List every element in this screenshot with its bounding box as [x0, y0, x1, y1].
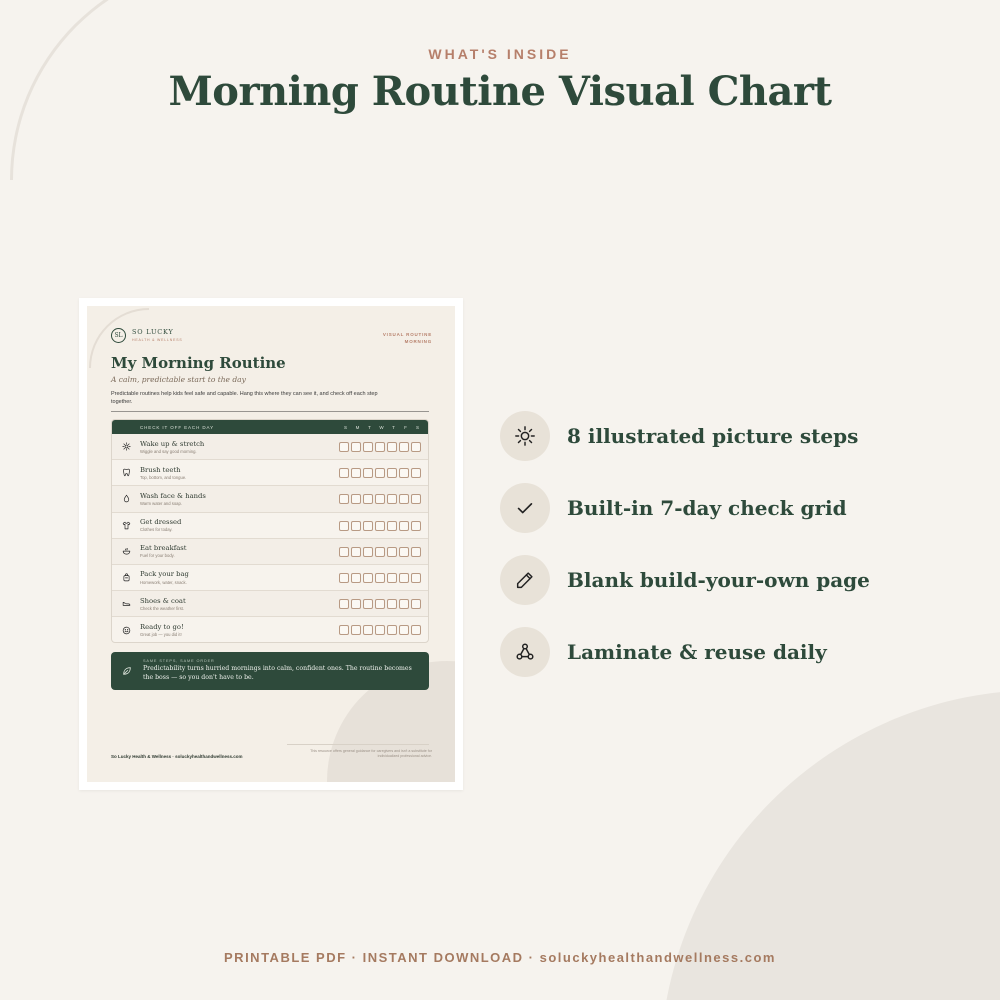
day-check-grid: [339, 625, 421, 635]
day-check-grid: [339, 468, 421, 478]
feature-label: Built-in 7-day check grid: [567, 496, 847, 520]
backpack-icon: [112, 573, 140, 582]
table-row: [112, 591, 428, 617]
day-checkbox[interactable]: [411, 468, 421, 478]
day-checkbox[interactable]: [375, 547, 385, 557]
routine-step-title: Get dressed: [140, 518, 182, 527]
routine-step-description: Warm water and soap.: [140, 501, 182, 507]
day-checkbox[interactable]: [399, 547, 409, 557]
feature-label: Blank build-your-own page: [567, 568, 870, 592]
day-checkbox[interactable]: [375, 494, 385, 504]
bowl-icon: [112, 547, 140, 556]
table-row: [112, 539, 428, 565]
day-checkbox[interactable]: [411, 442, 421, 452]
document-footer-disclaimer: This resource offers general guidance for caregivers and isn't a substitute for individualized professional advice.: [310, 749, 432, 759]
routine-step-title: Pack your bag: [140, 570, 189, 579]
day-checkbox[interactable]: [339, 625, 349, 635]
day-checkbox[interactable]: [363, 521, 373, 531]
recycle-icon: [500, 627, 550, 677]
day-check-grid: [339, 442, 421, 452]
document-tag-line-2: MORNING: [404, 339, 432, 345]
day-letter: M: [355, 424, 361, 430]
day-checkbox[interactable]: [375, 442, 385, 452]
day-checkbox[interactable]: [351, 599, 361, 609]
day-checkbox[interactable]: [339, 573, 349, 583]
feature-label: 8 illustrated picture steps: [567, 424, 859, 448]
section-eyebrow: WHAT'S INSIDE: [428, 46, 572, 62]
day-letter: S: [416, 424, 420, 430]
day-checkbox[interactable]: [399, 468, 409, 478]
routine-step-title: Brush teeth: [140, 465, 181, 474]
tooth-icon: [112, 468, 140, 477]
shirt-icon: [112, 521, 140, 530]
day-checkbox[interactable]: [387, 573, 397, 583]
routine-step-description: Homework, water, snack.: [140, 579, 187, 585]
day-checkbox[interactable]: [351, 625, 361, 635]
routine-step-description: Clothes for today.: [140, 527, 173, 533]
table-row: [112, 434, 428, 460]
routine-step-title: Shoes & coat: [140, 596, 186, 605]
day-checkbox[interactable]: [399, 573, 409, 583]
day-checkbox[interactable]: [339, 442, 349, 452]
day-letter: S: [344, 424, 348, 430]
day-check-grid: [339, 599, 421, 609]
day-checkbox[interactable]: [339, 547, 349, 557]
document-preview: [79, 298, 463, 790]
logo-mark: SL: [111, 328, 126, 343]
day-checkbox[interactable]: [387, 547, 397, 557]
day-letter: F: [404, 424, 408, 430]
day-letter: W: [379, 424, 385, 430]
table-row: [112, 565, 428, 591]
day-checkbox[interactable]: [363, 599, 373, 609]
day-checkbox[interactable]: [339, 494, 349, 504]
day-check-grid: [339, 494, 421, 504]
day-checkbox[interactable]: [387, 442, 397, 452]
day-checkbox[interactable]: [387, 494, 397, 504]
callout-box: [111, 652, 429, 690]
day-checkbox[interactable]: [399, 521, 409, 531]
feature-item: [500, 411, 858, 461]
routine-step-title: Wake up & stretch: [140, 439, 205, 448]
document-intro: Predictable routines help kids feel safe and capable. Hang this where they can see it, and check off each step together.: [111, 391, 378, 406]
day-checkbox[interactable]: [387, 468, 397, 478]
day-checkbox[interactable]: [363, 547, 373, 557]
routine-step-title: Ready to go!: [140, 623, 184, 632]
day-checkbox[interactable]: [351, 442, 361, 452]
document-title: My Morning Routine: [111, 354, 286, 372]
routine-step-title: Eat breakfast: [140, 544, 187, 553]
sun-icon: [500, 411, 550, 461]
day-check-grid: [339, 521, 421, 531]
table-row: [112, 617, 428, 643]
day-check-grid: [339, 547, 421, 557]
day-letter: T: [368, 424, 372, 430]
day-checkbox[interactable]: [387, 521, 397, 531]
day-checkbox[interactable]: [411, 494, 421, 504]
routine-step-title: Wash face & hands: [140, 491, 206, 500]
document-footer-divider: [287, 744, 429, 745]
sun-icon: [112, 442, 140, 451]
page-title: Morning Routine Visual Chart: [168, 68, 832, 115]
document-tag: [383, 331, 432, 345]
shoe-icon: [112, 599, 140, 608]
day-checkbox[interactable]: [363, 625, 373, 635]
document-subtitle: A calm, predictable start to the day: [111, 375, 246, 384]
day-checkbox[interactable]: [411, 521, 421, 531]
routine-table: [111, 419, 429, 643]
day-check-grid: [339, 573, 421, 583]
day-checkbox[interactable]: [411, 599, 421, 609]
routine-table-header-label: CHECK IT OFF EACH DAY: [140, 424, 214, 430]
callout-eyebrow: SAME STEPS, SAME ORDER: [143, 659, 215, 664]
day-checkbox[interactable]: [387, 599, 397, 609]
smile-icon: [112, 626, 140, 635]
routine-table-header: [112, 420, 428, 434]
logo-name: SO LUCKY: [132, 328, 174, 337]
document-footer-left: So Lucky Health & Wellness · soluckyhealthandwellness.com: [111, 754, 243, 759]
routine-step-description: Check the weather first.: [140, 605, 184, 611]
routine-step-description: Wiggle and say good morning.: [140, 448, 197, 454]
day-checkbox[interactable]: [351, 468, 361, 478]
document-tag-line-1: VISUAL ROUTINE: [382, 332, 432, 337]
routine-step-description: Fuel for your body.: [140, 553, 175, 559]
day-checkbox[interactable]: [351, 547, 361, 557]
table-row: [112, 486, 428, 512]
day-checkbox[interactable]: [399, 599, 409, 609]
table-row: [112, 513, 428, 539]
day-checkbox[interactable]: [399, 442, 409, 452]
day-checkbox[interactable]: [411, 625, 421, 635]
feature-item: [500, 627, 827, 677]
day-checkbox[interactable]: [351, 573, 361, 583]
day-checkbox[interactable]: [339, 599, 349, 609]
day-checkbox[interactable]: [387, 625, 397, 635]
pencil-icon: [500, 555, 550, 605]
table-row: [112, 460, 428, 486]
day-checkbox[interactable]: [339, 468, 349, 478]
feature-item: [500, 483, 847, 533]
day-checkbox[interactable]: [399, 625, 409, 635]
day-letter: T: [392, 424, 396, 430]
routine-step-description: Top, bottom, and tongue.: [140, 474, 187, 480]
day-checkbox[interactable]: [375, 573, 385, 583]
day-checkbox[interactable]: [351, 494, 361, 504]
day-checkbox[interactable]: [375, 521, 385, 531]
day-checkbox[interactable]: [399, 494, 409, 504]
document-page: [87, 306, 455, 782]
logo-subtitle: HEALTH & WELLNESS: [132, 337, 183, 342]
check-icon: [500, 483, 550, 533]
document-divider: [111, 411, 429, 412]
day-checkbox[interactable]: [351, 521, 361, 531]
day-checkbox[interactable]: [363, 494, 373, 504]
day-checkbox[interactable]: [375, 468, 385, 478]
day-checkbox[interactable]: [339, 521, 349, 531]
day-checkbox[interactable]: [363, 468, 373, 478]
day-checkbox[interactable]: [411, 573, 421, 583]
day-checkbox[interactable]: [375, 625, 385, 635]
feature-label: Laminate & reuse daily: [567, 640, 827, 664]
leaf-icon: [111, 666, 143, 676]
routine-step-description: Great job — you did it!: [140, 632, 182, 638]
day-checkbox[interactable]: [363, 573, 373, 583]
day-checkbox[interactable]: [363, 442, 373, 452]
document-logo: [111, 328, 183, 343]
day-letters: [340, 420, 424, 434]
day-checkbox[interactable]: [411, 547, 421, 557]
day-checkbox[interactable]: [375, 599, 385, 609]
footer-text: PRINTABLE PDF · INSTANT DOWNLOAD · soluckyhealthandwellness.com: [224, 950, 776, 965]
feature-item: [500, 555, 870, 605]
callout-text: Predictability turns hurried mornings into calm, confident ones. The routine becomes the boss — so you don't have to be.: [143, 665, 412, 681]
droplet-icon: [112, 494, 140, 503]
